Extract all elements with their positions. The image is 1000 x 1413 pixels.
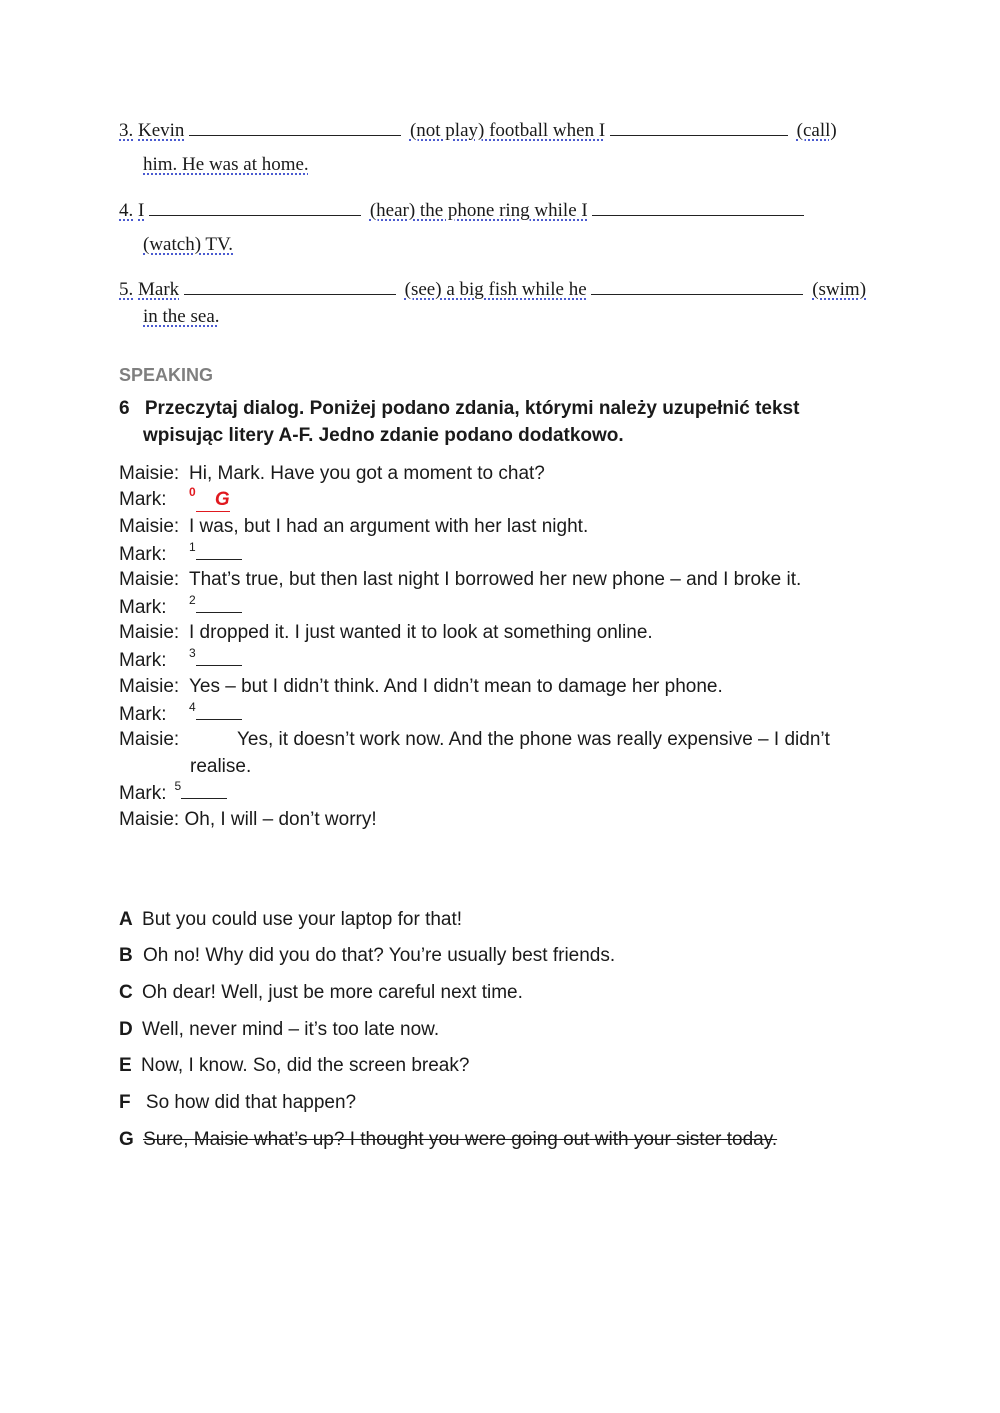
dialog-text: That’s true, but then last night I borrowed her new phone – and I broke it. bbox=[189, 569, 802, 590]
option-d bbox=[119, 1019, 439, 1041]
item-verb-prompt: (not play) football when I bbox=[409, 120, 606, 141]
option-letter: C bbox=[119, 982, 133, 1003]
speaker: Mark: bbox=[119, 489, 167, 510]
option-letter: G bbox=[119, 1129, 134, 1150]
item-number: 3. bbox=[119, 120, 134, 141]
gap-number: 0 bbox=[189, 485, 196, 499]
exercise-item-3-continued bbox=[143, 154, 309, 176]
task-number: 6 bbox=[119, 398, 130, 419]
option-a bbox=[119, 909, 462, 931]
answer-blank[interactable] bbox=[591, 278, 803, 295]
dialog-line bbox=[119, 569, 801, 591]
answer-gap[interactable] bbox=[196, 649, 242, 666]
option-letter: D bbox=[119, 1019, 133, 1040]
gap-number: 1 bbox=[189, 540, 196, 554]
section-heading: SPEAKING bbox=[119, 365, 214, 385]
dialog-line bbox=[119, 622, 653, 644]
exercise-item-4-continued bbox=[143, 234, 233, 256]
item-subject: Kevin bbox=[138, 120, 185, 141]
task-line-2: wpisując litery A-F. Jedno zdanie podano dodatkowo. bbox=[143, 425, 624, 446]
speaker: Maisie: bbox=[119, 676, 180, 697]
item-subject: I bbox=[138, 200, 145, 221]
speaker: Maisie: bbox=[119, 569, 180, 590]
speaker: Mark: bbox=[119, 704, 167, 725]
answer-gap[interactable] bbox=[196, 596, 242, 613]
option-f bbox=[119, 1092, 356, 1114]
dialog-line bbox=[119, 700, 242, 726]
speaker: Mark: bbox=[119, 783, 167, 804]
option-e bbox=[119, 1055, 469, 1077]
option-b bbox=[119, 945, 615, 967]
dialog-text: I dropped it. I just wanted it to look at something online. bbox=[189, 622, 653, 643]
option-text: Now, I know. So, did the screen break? bbox=[140, 1055, 470, 1076]
dialog-text: Hi, Mark. Have you got a moment to chat? bbox=[189, 463, 545, 484]
dialog-line bbox=[119, 676, 723, 698]
option-text: Oh dear! Well, just be more careful next time. bbox=[142, 982, 523, 1003]
gap-number: 2 bbox=[189, 593, 196, 607]
answer-blank[interactable] bbox=[610, 119, 788, 136]
exercise-item-4 bbox=[119, 199, 804, 222]
answer-gap[interactable] bbox=[196, 543, 242, 560]
exercise-item-5 bbox=[119, 278, 866, 301]
option-text: So how did that happen? bbox=[145, 1092, 357, 1113]
option-text: But you could use your laptop for that! bbox=[142, 909, 463, 930]
dialog-line bbox=[119, 540, 242, 566]
item-continuation: in the sea. bbox=[143, 306, 220, 327]
gap-number: 3 bbox=[189, 646, 196, 660]
item-number: 5. bbox=[119, 279, 134, 300]
answer-gap[interactable] bbox=[181, 782, 227, 799]
speaker: Maisie: bbox=[119, 463, 180, 484]
speaker: Maisie: bbox=[119, 516, 180, 537]
gap-number: 4 bbox=[189, 700, 196, 714]
dialog-text: I was, but I had an argument with her last night. bbox=[189, 516, 589, 537]
dialog-text: Yes – but I didn’t think. And I didn’t mean to damage her phone. bbox=[189, 676, 723, 697]
item-continuation: (watch) TV. bbox=[143, 234, 234, 255]
dialog-line bbox=[119, 729, 830, 751]
gap-number: 5 bbox=[174, 779, 182, 793]
dialog-line bbox=[119, 646, 242, 672]
speaker: Mark: bbox=[119, 597, 167, 618]
item-verb-prompt: (call) bbox=[796, 120, 837, 141]
dialog-text: Oh, I will – don’t worry! bbox=[184, 809, 377, 830]
dialog-line bbox=[119, 593, 242, 619]
answer-blank[interactable] bbox=[189, 119, 401, 136]
speaker: Maisie: bbox=[119, 622, 180, 643]
dialog-line bbox=[119, 809, 377, 831]
option-letter: A bbox=[119, 909, 133, 930]
exercise-item-3 bbox=[119, 119, 837, 142]
task-instruction bbox=[119, 398, 799, 420]
speaker: Mark: bbox=[119, 650, 167, 671]
dialog-text: Yes, it doesn’t work now. And the phone was really expensive – I didn’t bbox=[237, 729, 830, 750]
item-number: 4. bbox=[119, 200, 134, 221]
option-g bbox=[119, 1129, 777, 1151]
exercise-item-5-continued bbox=[143, 306, 220, 328]
answer-gap[interactable] bbox=[196, 703, 242, 720]
speaker: Maisie: bbox=[119, 809, 180, 830]
example-answer-letter: G bbox=[214, 489, 230, 510]
option-text: Oh no! Why did you do that? You’re usually best friends. bbox=[143, 945, 616, 966]
task-line-1: Przeczytaj dialog. Poniżej podano zdania, którymi należy uzupełnić tekst bbox=[144, 398, 800, 419]
speaker: Maisie: bbox=[119, 729, 180, 750]
answer-blank[interactable] bbox=[592, 199, 804, 216]
answer-blank[interactable] bbox=[184, 278, 396, 295]
option-letter: F bbox=[119, 1092, 131, 1113]
item-verb-prompt: (swim) bbox=[812, 279, 867, 300]
option-letter: E bbox=[119, 1055, 132, 1076]
item-verb-prompt: (see) a big fish while he bbox=[404, 279, 587, 300]
item-continuation: him. He was at home. bbox=[143, 154, 309, 175]
option-letter: B bbox=[119, 945, 133, 966]
option-c bbox=[119, 982, 523, 1004]
option-text-used: Sure, Maisie what’s up? I thought you were going out with your sister today. bbox=[143, 1129, 778, 1150]
dialog-text-continued: realise. bbox=[190, 756, 252, 777]
answer-blank[interactable] bbox=[149, 199, 361, 216]
dialog-line bbox=[119, 463, 545, 485]
dialog-line bbox=[119, 485, 230, 512]
dialog-line bbox=[119, 779, 227, 805]
option-text: Well, never mind – it’s too late now. bbox=[142, 1019, 440, 1040]
item-subject: Mark bbox=[138, 279, 180, 300]
example-answer bbox=[196, 489, 230, 512]
item-verb-prompt: (hear) the phone ring while I bbox=[369, 200, 588, 221]
speaker: Mark: bbox=[119, 544, 167, 565]
dialog-line bbox=[119, 516, 588, 538]
